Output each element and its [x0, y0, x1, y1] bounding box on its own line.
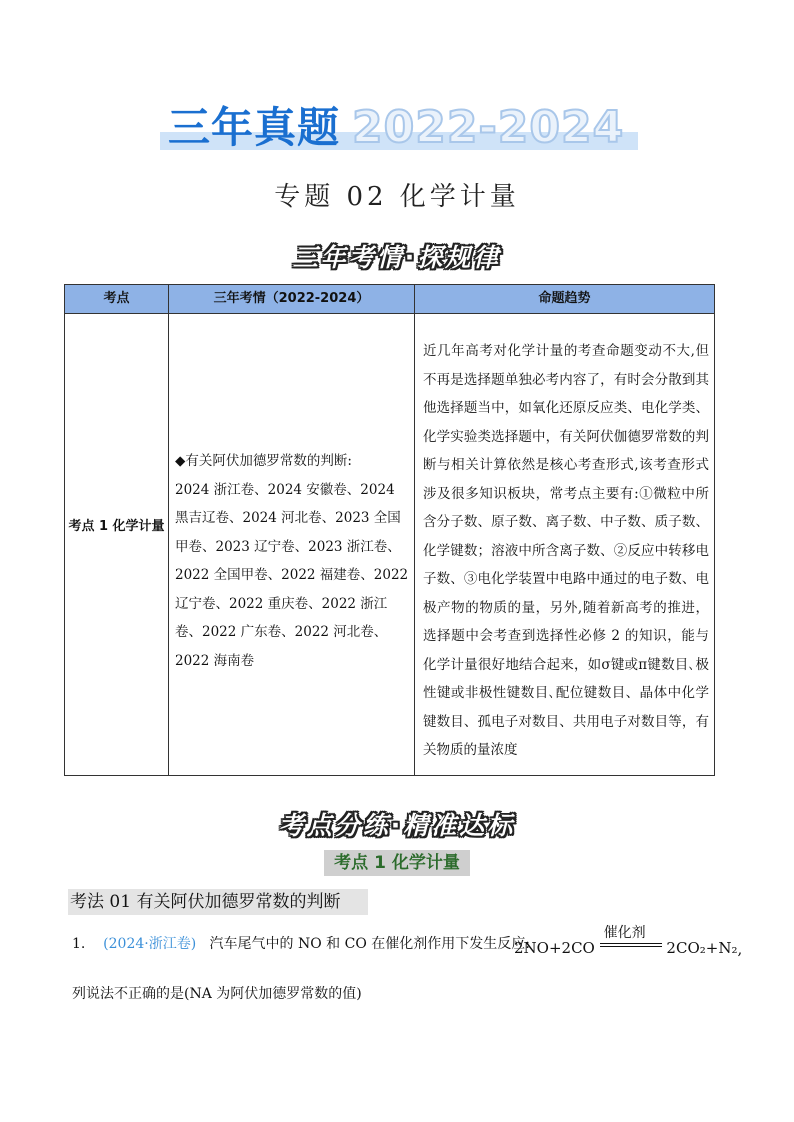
section-heading-practice: 考点分练·精准达标: [278, 811, 516, 840]
reactants: 2NO+2CO: [514, 939, 595, 957]
cell-years: [175, 447, 411, 675]
title-banner: [160, 102, 638, 154]
column-divider: [168, 285, 169, 775]
question-text: 汽车尾气中的 NO 和 CO 在催化剂作用下发生反应:: [209, 936, 530, 952]
kaofa-heading: 考法 01 有关阿伏加德罗常数的判断: [70, 892, 341, 912]
column-divider: [414, 285, 415, 775]
header-trend: 命题趋势: [538, 291, 591, 306]
header-years: 三年考情（2022-2024）: [213, 291, 370, 306]
header-topic: 考点: [103, 291, 130, 306]
question-prompt: 列说法不正确的是(NA 为阿伏加德罗常数的值): [72, 986, 362, 1002]
cell-trend: 近几年高考对化学计量的考查命题变动不大,但不再是选择题单独必考内容了，有时会分散到其他选择题当中，如氧化还原反应类、电化学类、化学实验类选择题中，有关阿伏伽德罗常数的判断与相关计算依然是核心考查形式,该考查形式涉及很多知识板块，常考点主要有:①微粒中所含分子数、原子数、离子数、中子数、质子数、化学键数；溶液中所含离子数、②反应中转移电子数、③电化学装置中电路中通过的电子数、电极产物的物质的量，另外,随着新高考的推进，选择题中会考查到选择性必修 2 的知识，能与化学计量很好地结合起来，如σ键或π键数目､极性键或非极性键数目､配位键数目、晶体中化学键数目、孤电子对数目、共用电子对数目等，有关物质的量浓度: [423, 343, 709, 758]
reaction-arrow: [600, 922, 662, 958]
topic-title: 专题 02 化学计量: [274, 182, 520, 212]
years-heading: ◆有关阿伏加德罗常数的判断:: [175, 453, 352, 469]
catalyst-label: 催化剂: [603, 925, 646, 941]
reaction-equation: 2NO+2CO 催化剂 2CO₂+N₂,: [514, 922, 742, 958]
years-list: 2024 浙江卷、2024 安徽卷、2024 黑吉辽卷、2024 河北卷、2023 全国甲卷、2023 辽宁卷、2023 浙江卷、2022 全国甲卷、2022 福建卷、2022 辽宁卷、2022 重庆卷、2022 浙江卷、2022 广东卷、2022 河北卷、2022 海南卷: [175, 481, 409, 669]
question-source: (2024·浙江卷): [103, 936, 197, 952]
banner-years: 2022-2024: [352, 102, 625, 153]
section-heading-review: 三年考情·探规律: [292, 243, 502, 272]
question-number: 1.: [72, 936, 86, 952]
banner-title: 三年真题: [168, 103, 341, 152]
products: 2CO₂+N₂: [666, 939, 738, 957]
cell-topic: 考点 1 化学计量: [68, 519, 165, 534]
exam-analysis-table: [64, 284, 715, 776]
kaodian-heading: 考点 1 化学计量: [334, 853, 460, 873]
